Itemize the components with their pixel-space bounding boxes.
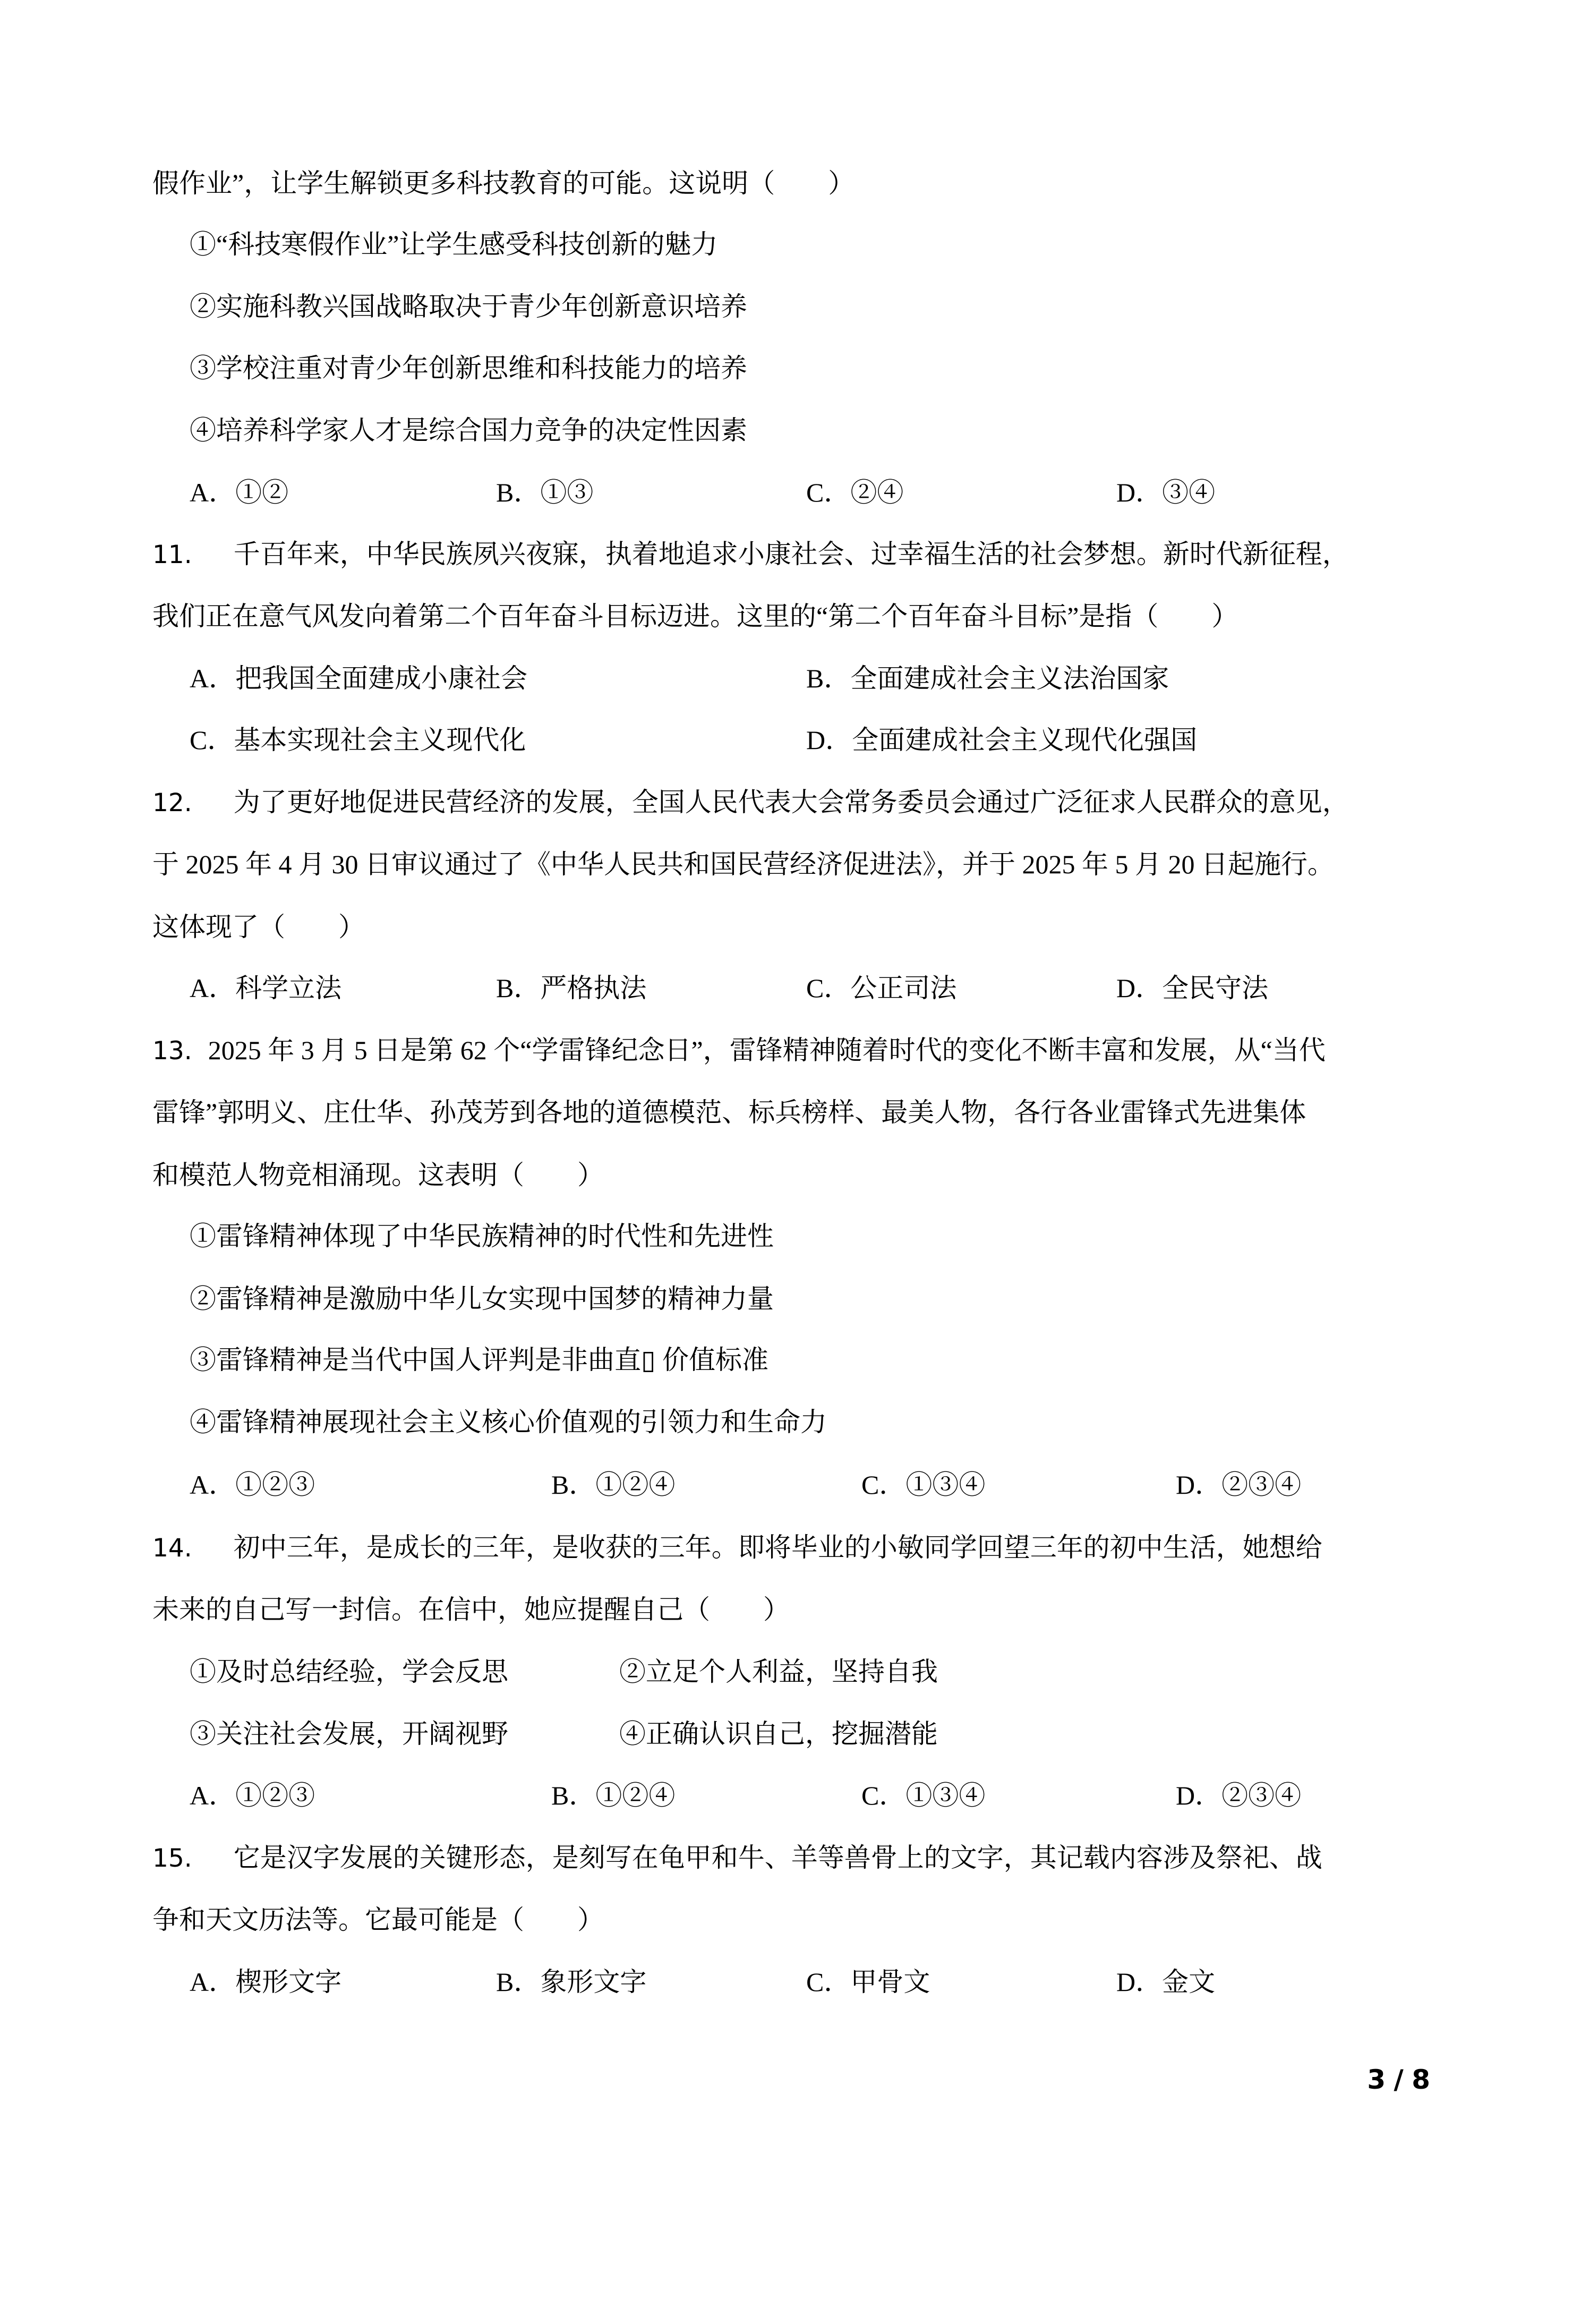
q13-options-row (0, 1454, 1581, 1516)
q15-stem-line-2: 争和天文历法等。它最可能是（ ） (152, 1905, 604, 1935)
q11-option-d: D．全面建成社会主义现代化强国 (806, 725, 1198, 755)
q13-option-b: B．①②④ (551, 1470, 676, 1500)
q11-option-c: C．基本实现社会主义现代化 (190, 725, 526, 755)
q15-stem-line-1 (152, 1827, 1581, 1889)
q13-stem-line-1 (152, 1019, 1581, 1082)
q13-item-1: ①雷锋精神体现了中华民族精神的时代性和先进性 (190, 1221, 774, 1251)
q14-items-row-1 (0, 1641, 1581, 1703)
q14-option-a: A．①②③ (190, 1781, 315, 1810)
q11-option-b: B．全面建成社会主义法治国家 (806, 663, 1169, 693)
q11-options-row-2 (0, 709, 1581, 771)
q11-number: 11. (152, 540, 192, 569)
q10-option-d: D．③④ (1116, 478, 1216, 507)
q14-options-row (0, 1765, 1581, 1827)
q14-number: 14. (152, 1534, 192, 1563)
q15-option-a: A．楔形文字 (190, 1967, 342, 1997)
q12-option-b: B．严格执法 (496, 973, 647, 1003)
q10-option-b: B．①③ (496, 478, 594, 507)
q10-item-3: ③学校注重对青少年创新思维和科技能力的培养 (190, 353, 747, 383)
q12-option-a: A．科学立法 (190, 973, 342, 1003)
q15-option-b: B．象形文字 (496, 1967, 647, 1997)
q10-option-a: A．①② (190, 478, 289, 507)
q15-option-d: D．金文 (1116, 1967, 1216, 1997)
q14-option-d: D．②③④ (1176, 1781, 1302, 1810)
q13-stem-line-3: 和模范人物竞相涌现。这表明（ ） (152, 1160, 604, 1190)
q13-item-3: ③雷锋精神是当代中国人评判是非曲直▯ 价值标准 (190, 1345, 769, 1375)
q12-number: 12. (152, 788, 192, 818)
page-number: 3 / 8 (1367, 2064, 1430, 2095)
q10-option-c: C．②④ (806, 478, 904, 507)
q11-stem-text-1: 千百年来，中华民族夙兴夜寐，执着地追求小康社会、过幸福生活的社会梦想。新时代新征程， (233, 539, 1349, 569)
q10-stem-continuation: 假作业”，让学生解锁更多科技教育的可能。这说明（ ） (152, 168, 855, 198)
q14-stem-line-1 (152, 1517, 1581, 1579)
q13-stem-line-2: 雷锋”郭明义、庄仕华、孙茂芳到各地的道德模范、标兵榜样、最美人物，各行各业雷锋式先进集体 (152, 1097, 1306, 1127)
q11-option-a: A．把我国全面建成小康社会 (190, 663, 528, 693)
q15-stem-text-1: 它是汉字发展的关键形态，是刻写在龟甲和牛、羊等兽骨上的文字，其记载内容涉及祭祀、战 (233, 1843, 1322, 1872)
q14-stem-line-2: 未来的自己写一封信。在信中，她应提醒自己（ ） (152, 1595, 790, 1624)
q12-stem-line-2: 于 2025 年 4 月 30 日审议通过了《中华人民共和国民营经济促进法》，并于 2025 年 5 月 20 日起施行。 (152, 849, 1334, 879)
q15-option-c: C．甲骨文 (806, 1967, 930, 1997)
q14-item-3: ③关注社会发展，开阔视野 (190, 1719, 508, 1749)
q11-options-row-1 (0, 648, 1581, 710)
q14-option-c: C．①③④ (861, 1781, 986, 1810)
q14-stem-text-1: 初中三年，是成长的三年，是收获的三年。即将毕业的小敏同学回望三年的初中生活，她想给 (233, 1533, 1322, 1562)
q11-stem-line-2: 我们正在意气风发向着第二个百年奋斗目标迈进。这里的“第二个百年奋斗目标”是指（ ） (152, 601, 1238, 631)
q14-items-row-2 (0, 1703, 1581, 1765)
q10-item-2: ②实施科教兴国战略取决于青少年创新意识培养 (190, 292, 747, 321)
q14-item-2: ②立足个人利益，坚持自我 (619, 1657, 938, 1687)
q14-item-1: ①及时总结经验，学会反思 (190, 1657, 508, 1687)
q12-options-row (0, 957, 1581, 1019)
q12-option-c: C．公正司法 (806, 973, 957, 1003)
q13-option-a: A．①②③ (190, 1470, 315, 1500)
q15-number: 15. (152, 1844, 192, 1873)
q10-item-1: ①“科技寒假作业”让学生感受科技创新的魅力 (190, 229, 718, 259)
q10-item-4: ④培养科学家人才是综合国力竞争的决定性因素 (190, 415, 747, 445)
q15-options-row (0, 1951, 1581, 2013)
q13-option-d: D．②③④ (1176, 1470, 1302, 1500)
q13-option-c: C．①③④ (861, 1470, 986, 1500)
q13-item-4: ④雷锋精神展现社会主义核心价值观的引领力和生命力 (190, 1407, 827, 1437)
q13-number: 13. (152, 1036, 192, 1066)
q13-stem-text-1: 2025 年 3 月 5 日是第 62 个“学雷锋纪念日”，雷锋精神随着时代的变化不断丰富和发展，从“当代 (208, 1035, 1326, 1065)
q12-stem-line-1 (152, 771, 1581, 833)
q12-stem-line-3: 这体现了（ ） (152, 912, 365, 942)
q11-stem-line-1 (152, 523, 1581, 585)
q10-options-row (0, 462, 1581, 524)
q14-item-4: ④正确认识自己，挖掘潜能 (619, 1719, 938, 1749)
q12-stem-text-1: 为了更好地促进民营经济的发展，全国人民代表大会常务委员会通过广泛征求人民群众的意见， (233, 787, 1349, 817)
q12-option-d: D．全民守法 (1116, 973, 1269, 1003)
q14-option-b: B．①②④ (551, 1781, 676, 1810)
q13-item-2: ②雷锋精神是激励中华儿女实现中国梦的精神力量 (190, 1284, 774, 1314)
